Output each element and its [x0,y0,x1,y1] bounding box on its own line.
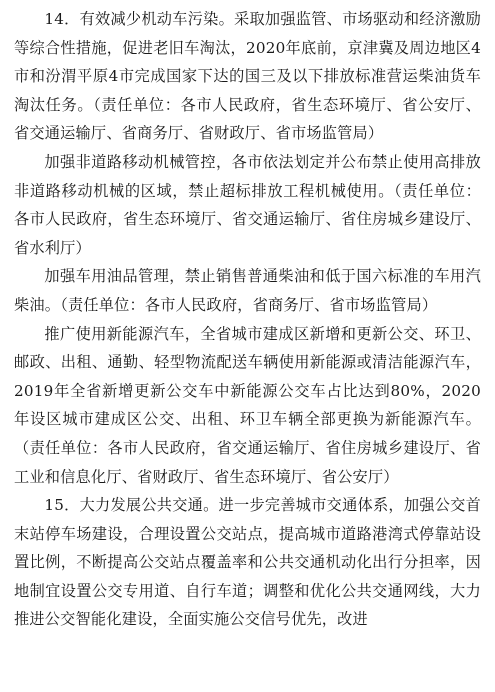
paragraph-vehicle-fuel: 加强车用油品管理，禁止销售普通柴油和低于国六标准的车用汽柴油。（责任单位：各市人民政府，省商务厅、省市场监管局） [14,267,481,314]
paragraph-vehicle-pollution: 14．有效减少机动车污染。采取加强监管、市场驱动和经济激励等综合性措施，促进老旧车淘汰，2020年底前，京津冀及周边地区4市和汾渭平原4市完成国家下达的国三及以下排放标准营运柴油货车淘汰任务。（责任单位：各市人民政府，省生态环境厅、省公安厅、省交通运输厅、省商务厅、省财政厅、省市场监管局） [14,10,481,143]
paragraph-public-transport: 15．大力发展公共交通。进一步完善城市交通体系，加强公交首末站停车场建设，合理设置公交站点，提高城市道路港湾式停靠站设置比例，不断提高公交站点覆盖率和公共交通机动化出行分担率，因地制宜设置公交专用道、自行车道；调整和优化公共交通网线，大力推进公交智能化建设，全面实施公交信号优先，改进 [14,496,481,629]
paragraph-nonroad-machinery: 加强非道路移动机械管控，各市依法划定并公布禁止使用高排放非道路移动机械的区域，禁止超标排放工程机械使用。（责任单位：各市人民政府，省生态环境厅、省交通运输厅、省住房城乡建设厅、省水利厅） [14,152,481,257]
paragraph-new-energy-vehicles: 推广使用新能源汽车，全省城市建成区新增和更新公交、环卫、邮政、出租、通勤、轻型物流配送车辆使用新能源或清洁能源汽车，2019年全省新增更新公交车中新能源公交车占比达到80%，2020年设区城市建成区公交、出租、环卫车辆全部更换为新能源汽车。（责任单位：各市人民政府，省交通运输厅、省住房城乡建设厅、省工业和信息化厅、省财政厅、省生态环境厅、省公安厅） [14,324,481,486]
